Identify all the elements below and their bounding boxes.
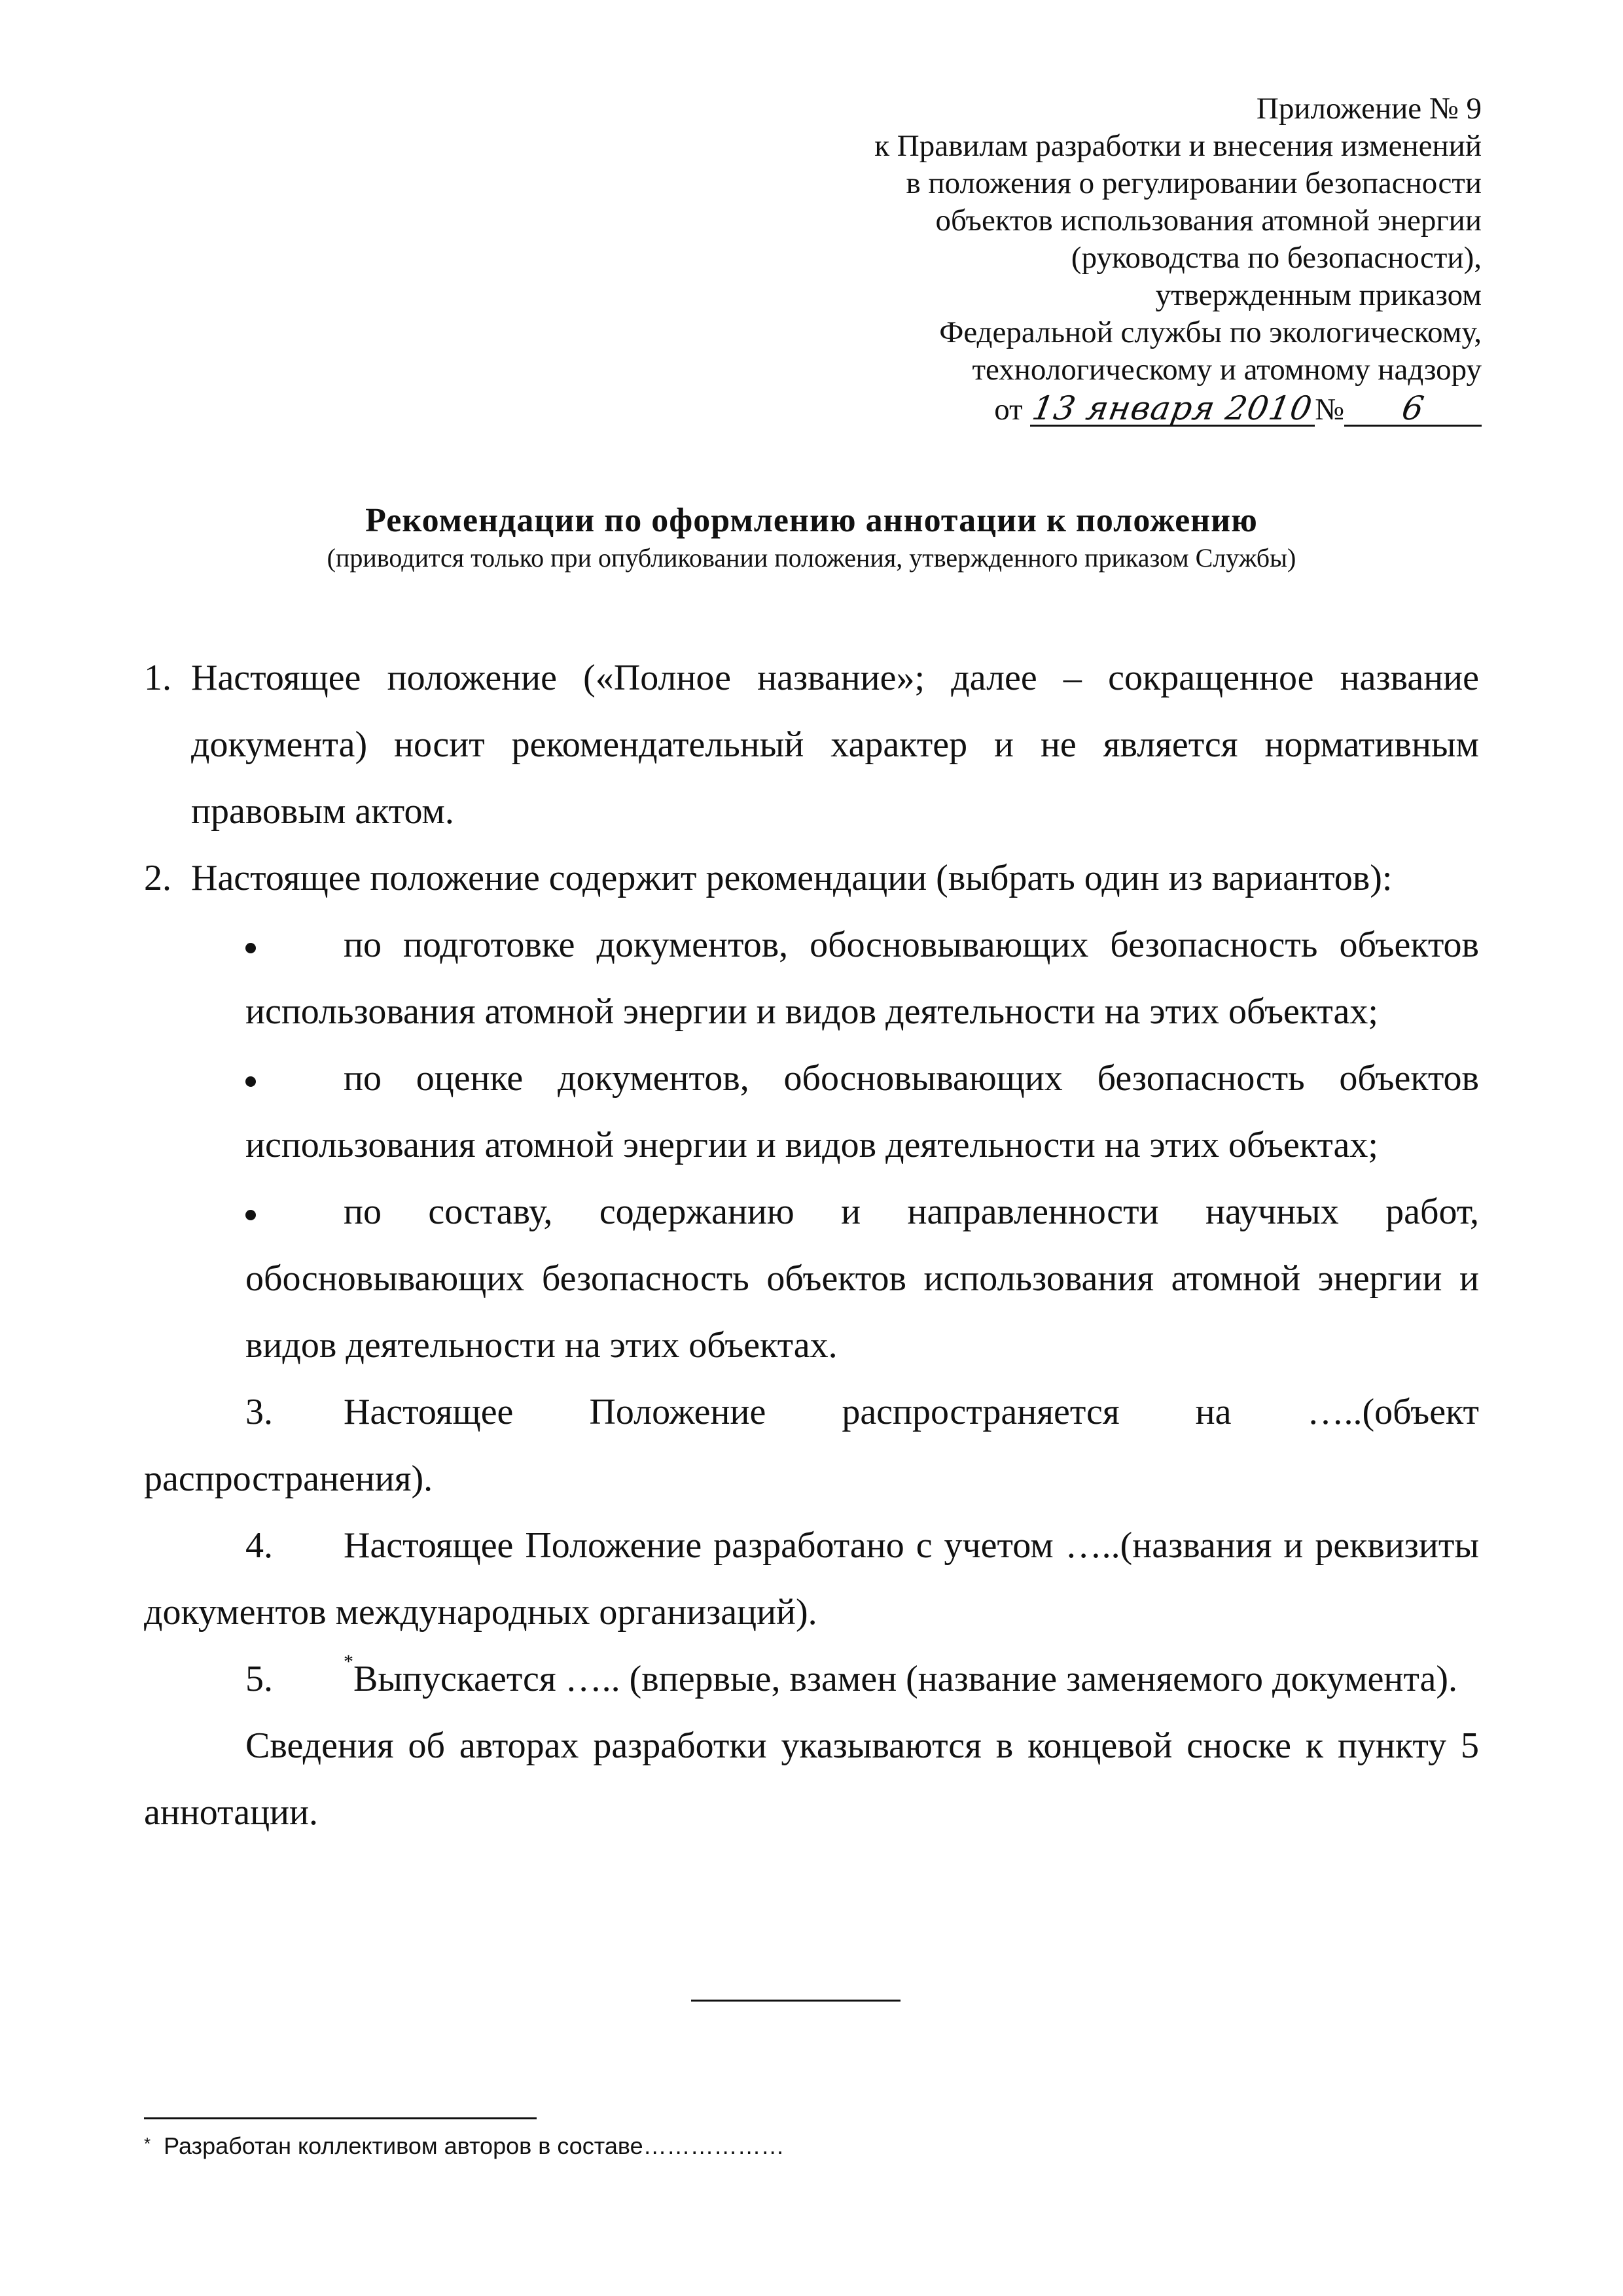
footnote-reference-mark: * [344,1651,353,1672]
date-prefix: от [994,393,1023,427]
item-5-text: Выпускается ….. (впервые, взамен (название заменяемого документа). [353,1659,1458,1699]
date-field [1029,389,1316,427]
item-4-text: Настоящее Положение разработано с учетом …..(названия и реквизиты документов международных организаций). [144,1525,1479,1633]
number-sign: № [1315,393,1344,427]
document-subtitle: (приводится только при опубликовании положения, утвержденного приказом Службы) [327,543,1296,573]
item-3-number: 3. [245,1392,273,1432]
item-4 [144,1512,1479,1646]
item-3-text: Настоящее Положение распространяется на …..(объект распространения). [144,1392,1479,1499]
bullet-item-1 [144,911,1479,1045]
bullet-dot-icon [245,943,256,953]
item-2-number: 2. [144,858,171,898]
bullet-1-text: по подготовке документов, обосновывающих безопасность объектов использования атомной энергии и видов деятельности на этих объектах; [245,925,1479,1032]
item-1-text: Настоящее положение («Полное название»; далее – сокращенное название документа) носит рекомендательный характер и не является нормативным правовым актом. [191,658,1479,832]
document-title: Рекомендации по оформлению аннотации к положению [365,502,1258,539]
header-date-line [565,391,1482,429]
bullet-dot-icon [245,1076,256,1087]
item-1-number: 1. [144,658,171,698]
footnote [144,2132,785,2161]
authors-note [144,1712,1479,1846]
header-line-3: в положения о регулировании безопасности [906,166,1482,200]
item-3 [144,1379,1479,1512]
bullet-item-3 [144,1178,1479,1379]
document-body [144,645,1479,1846]
bullet-3-text: по составу, содержанию и направленности научных работ, обосновывающих безопасность объектов использования атомной энергии и видов деятельности на этих объектах. [245,1192,1479,1366]
header-line-6: утвержденным приказом [1155,278,1482,312]
footnote-divider [144,2117,537,2119]
handwritten-date: 13 января 2010 [1029,389,1316,427]
bullet-dot-icon [245,1210,256,1220]
appendix-header [565,90,1482,429]
header-line-2: к Правилам разработки и внесения изменений [874,129,1482,163]
item-2-text: Настоящее положение содержит рекомендации (выбрать один из вариантов): [191,858,1393,898]
footnote-text: Разработан коллективом авторов в составе……………… [164,2132,785,2159]
header-line-1: Приложение № 9 [1256,92,1482,126]
handwritten-number: 6 [1399,389,1427,427]
bullet-item-2 [144,1045,1479,1178]
item-2 [144,845,1479,911]
authors-note-text: Сведения об авторах разработки указываются в концевой сноске к пункту 5 аннотации. [144,1725,1479,1833]
title-block [144,501,1479,575]
header-line-5: (руководства по безопасности), [1071,241,1482,275]
header-line-7: Федеральной службы по экологическому, [939,315,1482,349]
item-4-number: 4. [245,1525,273,1566]
end-divider [691,2000,901,2002]
item-5-number: 5. [245,1659,273,1699]
item-1 [144,645,1479,845]
footnote-mark: * [144,2134,151,2153]
bullet-2-text: по оценке документов, обосновывающих безопасность объектов использования атомной энергии и видов деятельности на этих объектах; [245,1058,1479,1165]
number-field [1344,389,1482,427]
header-line-4: объектов использования атомной энергии [935,203,1482,238]
item-5 [144,1646,1479,1712]
header-line-8: технологическому и атомному надзору [972,353,1482,387]
